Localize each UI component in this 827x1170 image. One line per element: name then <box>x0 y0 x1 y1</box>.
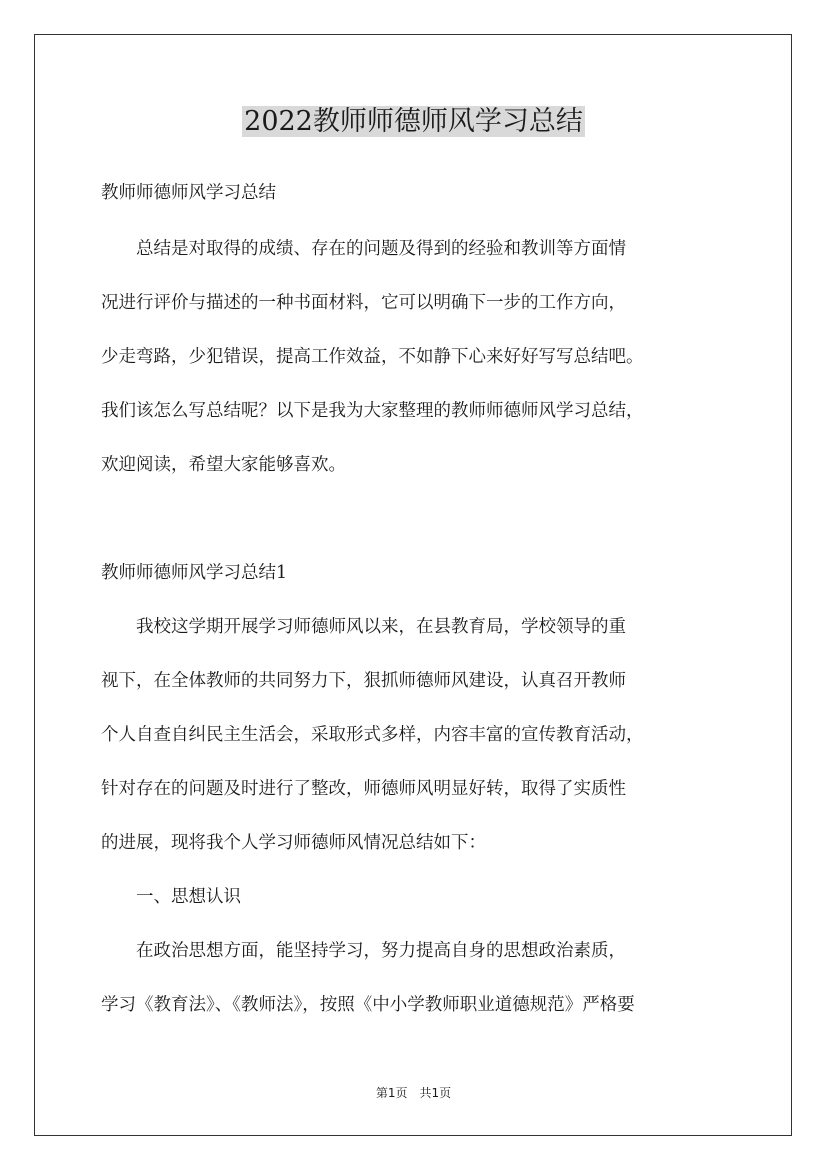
document-title-text: 2022教师师德师风学习总结 <box>244 106 583 137</box>
paragraph-line: 我们该怎么写总结呢？以下是我为大家整理的教师师德师风学习总结， <box>101 401 644 421</box>
document-title <box>0 100 827 144</box>
paragraph-line: 在政治思想方面，能坚持学习，努力提高自身的思想政治素质， <box>101 941 626 961</box>
section-heading: 教师师德师风学习总结 <box>101 183 276 203</box>
paragraph-line: 的进展，现将我个人学习师德师风情况总结如下： <box>101 833 486 853</box>
paragraph-line: 视下，在全体教师的共同努力下，狠抓师德师风建设，认真召开教师 <box>101 671 626 691</box>
paragraph-line: 况进行评价与描述的一种书面材料，它可以明确下一步的工作方向， <box>101 293 626 313</box>
paragraph-line: 欢迎阅读，希望大家能够喜欢。 <box>101 455 346 475</box>
subheading: 一、思想认识 <box>101 887 241 907</box>
paragraph-line: 个人自查自纠民主生活会，采取形式多样，内容丰富的宣传教育活动， <box>101 725 644 745</box>
paragraph-line: 学习《教育法》、《教师法》，按照《中小学教师职业道德规范》严格要 <box>101 995 635 1015</box>
section-heading: 教师师德师风学习总结1 <box>101 563 288 583</box>
paragraph-line: 针对存在的问题及时进行了整改，师德师风明显好转，取得了实质性 <box>101 779 626 799</box>
paragraph-line: 少走弯路，少犯错误，提高工作效益，不如静下心来好好写写总结吧。 <box>101 347 644 367</box>
paragraph-line: 总结是对取得的成绩、存在的问题及得到的经验和教训等方面情 <box>101 239 626 259</box>
paragraph-line: 我校这学期开展学习师德师风以来，在县教育局，学校领导的重 <box>101 617 626 637</box>
page-footer: 第1页 共1页 <box>375 1086 452 1100</box>
